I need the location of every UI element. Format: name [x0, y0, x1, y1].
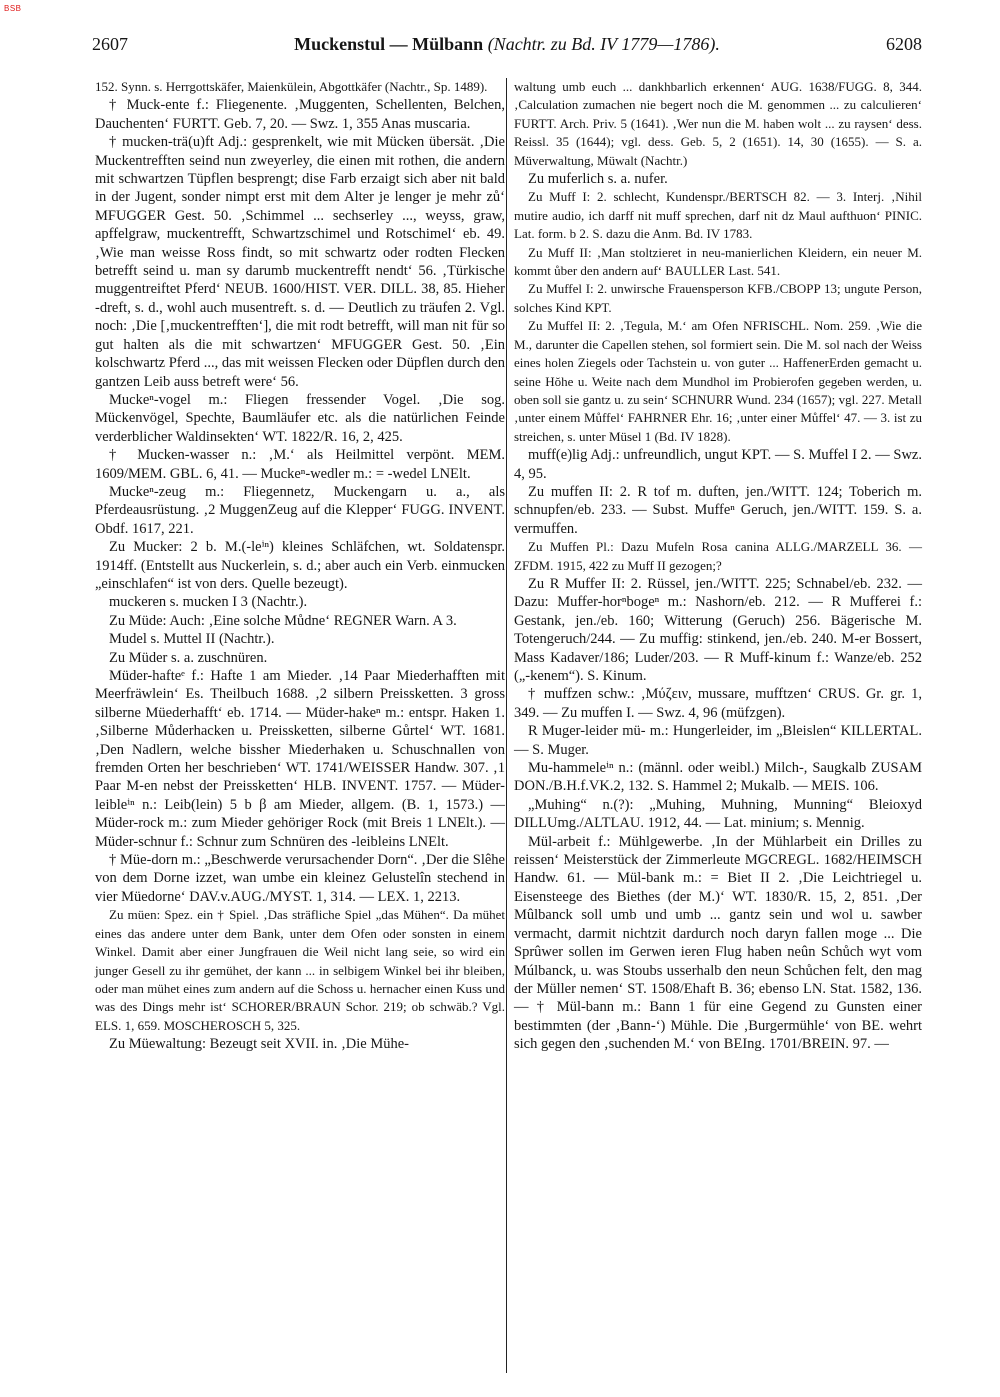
- dictionary-entry: Zu Muffen Pl.: Dazu Mufeln Rosa canina ALLG./MARZELL 36. — ZFDM. 1915, 422 zu Muff II gezogen;?: [514, 539, 922, 573]
- dictionary-entry: Zu Muffel II: 2. ‚Tegula, M.‘ am Ofen NFRISCHL. Nom. 259. ‚Wie die M., darunter die Capellen stehen, sol formiert sein. Die M. sol nach der Weiss eines holen Ziegels oder Tachstein u. von guter ... HaffenerErden gemacht u. seine Hŏhe u. Weite nach dem Mundhol im Probierofen gegeben werden, u. oben soll sie gantz u. zu sein‘ SCHNURR Wund. 234 (1657); vgl. 227. Metall ‚unter einem Můffel‘ FAHRNER Ehr. 16; ‚unter einer Můffel‘ 47. — 3. ist zu streichen, s. unter Müsel 1 (Bd. IV 1828).: [514, 318, 922, 444]
- dictionary-entry: Zu Muff II: ‚Man stoltzieret in neu-manierlichen Kleidern, ein neuer M. kommt ůber den andern auf‘ BAULLER Last. 541.: [514, 244, 922, 279]
- dictionary-entry: Zu R Muffer II: 2. Rüssel, jen./WITT. 225; Schnabel/eb. 232. — Dazu: Muffer-horⁿbogeⁿ m.: Nashorn/eb. 212. — R Mufferei f.: Gestank, jen./eb. 160; Witterung (Geruch) 256. Bägerische M. Totengeruch/244. — Zu muffig: stinkend, jen./eb. 240. M-er Bossert, Mass Kadaver/186; Luder/203. — R Muff-kinum f.: Wanze/eb. 252 („-kenem“). S. Kinum.: [514, 575, 922, 684]
- dictionary-entry: Müder-hafteᵉ f.: Hafte 1 am Mieder. ‚14 Paar Miederhafften mit Meerfräwlein‘ Es. Theilbuch 1688. ‚2 silbern Preissketten. 3 gross silberne Müederhafft‘ eb. 1714. — Müder-hakeⁿ m.: entspr. Haken 1. ‚Silberne Můderhacken u. Preissketten, silberne Gůrtel‘ WT. 1681. ‚Den Nadlern, welche bissher Miederhaken u. Schuschnallen von fremden Orten her beschrieben‘ WT. 1741/WEISSER Handw. 307. ‚1 Paar M-en nebst der Preissketten‘ HLB. INVENT. 1757. — Müder-leibleⁱⁿ n.: Leib(lein) 5 b β am Mieder, allgem. (B. 1, 1573.) — Müder-rock m.: zum Mieder gehöriger Rock (mit Breis 1 LNElt.). — Müder-schnur f.: Schnur zum Schnüren des -leibleins LNElt.: [95, 668, 505, 850]
- dictionary-entry: „Muhing“ n.(?): „Muhing, Muhning, Munning“ Bleioxyd DILLUmg./ALTLAU. 1912, 44. — Lat. minium; s. Mennig.: [514, 796, 922, 832]
- running-header: [92, 34, 922, 64]
- dictionary-entry: † mucken-trä(u)ft Adj.: gesprenkelt, wie mit Mücken übersät. ‚Die Muckentrefften seind nun zweyerley, die einen mit rothen, die andern mit schwartzen Tüpflen besprengt; dise Farb erzaigt sich aber nit bald in der Jugent, sonder nimpt erst mit dem Alter je lenger je mehr zů‘ MFUGGER Gest. 50. ‚Schimmel ... sechserley ..., weyss, graw, apffelgraw, muckentrefft, Schwartzschimel und Rotschimel‘ eb. 49. ‚Wie man weisse Ross findt, so mit schwartz oder rodten Flecken betrefft seind u. man sy darumb muckentrefft nendt‘ 56. ‚Türkische muggentreiftet Pferd‘ NEUB. 1600/HIST. VER. DILL. 38, 85. Hieher -dreft, s. d., wohl auch musentreft. s. d. — Deutlich zu träufen 2. Vgl. noch: ‚Die [‚muckentrefften‘], die mit rodt betrefft, will man nit für so gut halten als die mit schwartzen‘ MFUGGER Gest. 50. ‚Ein kolschwartz Pferd ..., das mit weissen Flecken oder Düpflen durch den gantzen Leib auss betreft were‘ 56.: [95, 134, 505, 390]
- library-stamp: BSB: [4, 4, 22, 13]
- dictionary-entry: † Muck-ente f.: Fliegenente. ‚Muggenten, Schellenten, Belchen, Dauchenten‘ FURTT. Geb. 7, 20. — Swz. 1, 355 Anas muscaria.: [95, 97, 505, 132]
- dictionary-entry: Zu Mucker: 2 b. M.(-leⁱⁿ) kleines Schläfchen, wt. Soldatenspr. 1914ff. (Entstellt aus Nuckerlein, s. d.; aber auch ein Verb. einmucken „einschlafen“ ist von ders. Quelle bezeugt).: [95, 539, 505, 592]
- dictionary-entry: Zu Muffel I: 2. unwirsche Frauensperson KFB./CBOPP 13; ungute Person, solches Kind KPT.: [514, 281, 922, 315]
- dictionary-entry: muff(e)lig Adj.: unfreundlich, ungut KPT. — S. Muffel I 2. — Swz. 4, 95.: [514, 447, 922, 482]
- dictionary-entry: Mül-arbeit f.: Mühlgewerbe. ‚In der Mühlarbeit ein Drilles zu reissen‘ Meisterstück der Zimmerleute MGCREGL. 1682/HEIMSCH Handw. 61. — Mül-bank m.: = Biet II 2. ‚Die Leichtriegel u. Eisensteege des Biethes (der M.)‘ WT. 1830/R. 15, 2, 851. ‚Der Mûlbanck soll umb und umb ... gantz sein und wol u. sawber vermacht, darmit nichtzit dardurch noch daryn fallen moge ... Die Sprûwer sollen im Gerwen ieren Flug haben neûn Schůch wyt vom Múlbanck, u. was Stoubs usserhalb den neun Schůchen felt, den mag der Müller nemen‘ ST. 1508/Ehaft B. 36; ebenso LN. Stat. 1582, 136. — † Mül-bann m.: Bann 1 für eine Gegend zu Gunsten einer bestimmten (der ‚Bann-‘) Mühle. Die ‚Burgermühle‘ von BE. wehrt sich gegen den ‚suchenden M.‘ von BEIng. 1701/BREIN. 97. —: [514, 833, 922, 1053]
- page-number-left: 2607: [92, 34, 128, 54]
- dictionary-entry: 152. Synn. s. Herrgottskäfer, Maienkülein, Abgottkäfer (Nachtr., Sp. 1489).: [95, 79, 488, 94]
- dictionary-entry: Zu Müder s. a. zuschnüren.: [109, 649, 268, 666]
- dictionary-entry: † Müe-dorn m.: „Beschwerde verursachender Dorn“. ‚Der die Slêhe von dem Dorne izzet, wan umbe ein kleinez Gelustelîn stechend in vier Müedorne‘ DAV.v.AUG./MYST. 1, 314. — LEX. 1, 2213.: [95, 852, 505, 905]
- dictionary-entry: Muckeⁿ-vogel m.: Fliegen fressender Vogel. ‚Die sog. Mückenvögel, Spechte, Baumläufer etc. als die natürlichen Feinde verderblicher Waldinsekten‘ WT. 1822/R. 16, 2, 425.: [95, 391, 505, 445]
- dictionary-entry: waltung umb euch ... dankhbarlich erkennen‘ AUG. 1638/FUGG. 8, 344. ‚Calculation zumachen nie begert noch die M. genommen ... zu calculieren‘ FURTT. Arch. Priv. 5 (1641). ‚Wer nun die M. haben wolt ... zu raysen‘ dess. Reissl. 35 (1644); vgl. dess. Geb. 5, 2 (1651). 14, 30 (1655). — S. a. Müverwaltung, Müwalt (Nachtr.): [514, 79, 922, 168]
- dictionary-entry: Zu muferlich s. a. nufer.: [528, 171, 668, 188]
- dictionary-entry: † muffzen schw.: ‚Μύζειν, mussare, mufftzen‘ CRUS. Gr. gr. 1, 349. — Zu muffen I. — Swz. 4, 96 (müfzgen).: [514, 686, 922, 721]
- dictionary-entry: Muckeⁿ-zeug m.: Fliegennetz, Muckengarn u. a., als Pferdeausrüstung. ‚2 MuggenZeug auf die Klepper‘ FUGG. INVENT. Obdf. 1617, 221.: [95, 483, 505, 537]
- header-title-main: Muckenstul — Mülbann: [294, 34, 484, 54]
- page-number-right: 6208: [886, 34, 922, 54]
- dictionary-entry: Zu Müewaltung: Bezeugt seit XVII. in. ‚Die Mühe-: [109, 1036, 409, 1053]
- dictionary-entry: Zu muffen II: 2. R tof m. duften, jen./WITT. 124; Toberich m. schnupfen/eb. 233. — Subst. Muffeⁿ Geruch, jen./WITT. 159. S. a. vermuffen.: [514, 483, 922, 537]
- header-title: [92, 34, 922, 55]
- dictionary-entry: R Muger-leider mü- m.: Hungerleider, im „Bleislen“ KILLERTAL. — S. Muger.: [514, 723, 922, 758]
- dictionary-entry: † Mucken-wasser n.: ‚M.‘ als Heilmittel verpönt. MEM. 1609/MEM. GBL. 6, 41. — Muckeⁿ-wedler m.: = -wedel LNElt.: [95, 447, 505, 482]
- column-divider: [506, 78, 507, 1373]
- left-column: [95, 78, 505, 1054]
- right-column: [514, 78, 922, 1054]
- dictionary-entry: Zu Müde: Auch: ‚Eine solche Můdne‘ REGNER Warn. A 3.: [109, 612, 457, 629]
- dictionary-entry: Mudel s. Muttel II (Nachtr.).: [109, 631, 275, 648]
- dictionary-entry: Zu müen: Spez. ein † Spiel. ‚Das sträfliche Spiel „das Mühen“. Da mühet eines das andere unter dem Bank, unter dem Ofen oder sonsten in einem Winkel. Damit aber einer Jungfrauen die Weil nicht lang seie, so wird ein junger Gesell zu ihr gemühet, der kann ... in selbigem Winkel bei ihr bleiben, oder man mühet eines zum andern auf die Schoss u. hernacher einen Kuss und was des Dings mehr ist‘ SCHORER/BRAUN Schor. 219; ob schwäb.? Vgl. ELS. 1, 659. MOSCHEROSCH 5, 325.: [95, 907, 505, 1033]
- header-title-note: (Nachtr. zu Bd. IV 1779—1786).: [487, 34, 720, 54]
- dictionary-entry: muckeren s. mucken I 3 (Nachtr.).: [109, 594, 308, 611]
- dictionary-entry: Mu-hammeleⁱⁿ n.: (männl. oder weibl.) Milch-, Saugkalb ZUSAM DON./B.H.f.VK.2, 132. S. Hammel 2; Mukalb. — MEIS. 106.: [514, 760, 922, 795]
- dictionary-entry: Zu Muff I: 2. schlecht, Kundenspr./BERTSCH 82. — 3. Interj. ‚Nihil mutire audio, ich darff nit muff sprechen, darf nit dz Maul aufthuon‘ PINIC. Lat. form. b 2. S. dazu die Anm. Bd. IV 1783.: [514, 189, 922, 242]
